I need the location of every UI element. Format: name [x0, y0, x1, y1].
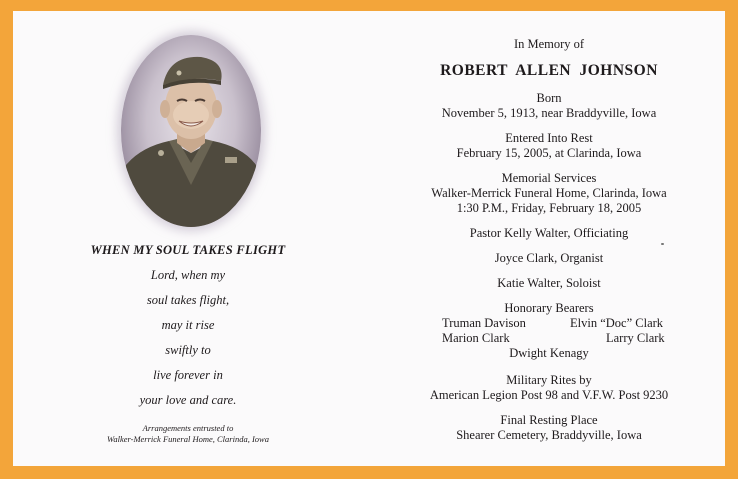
- resting-label: Final Resting Place: [500, 413, 598, 427]
- poem-title: WHEN MY SOUL TAKES FLIGHT: [90, 243, 286, 257]
- soldier-portrait-image: [121, 35, 261, 227]
- born-label: Born: [536, 91, 562, 105]
- arrangements-line: Arrangements entrusted to: [142, 423, 234, 433]
- soloist: Katie Walter, Soloist: [497, 276, 601, 290]
- rest-label: Entered Into Rest: [505, 131, 593, 145]
- bearers-label: Honorary Bearers: [504, 301, 594, 315]
- deceased-name: ROBERT ALLEN JOHNSON: [440, 62, 658, 79]
- left-panel: [13, 11, 373, 466]
- resting-detail: Shearer Cemetery, Braddyville, Iowa: [456, 428, 642, 442]
- services-time: 1:30 P.M., Friday, February 18, 2005: [456, 201, 642, 215]
- rest-detail: February 15, 2005, at Clarinda, Iowa: [456, 146, 642, 160]
- print-speck: [661, 243, 664, 245]
- poem-line: may it rise: [161, 318, 215, 332]
- portrait-photo: [121, 35, 261, 227]
- bearer-name: Truman Davison: [442, 316, 526, 330]
- arrangements-funeral-home: Walker-Merrick Funeral Home, Clarinda, Iowa: [107, 434, 269, 444]
- organist: Joyce Clark, Organist: [494, 251, 604, 265]
- memorial-card: [13, 11, 725, 466]
- memory-heading: In Memory of: [513, 37, 585, 51]
- services-label: Memorial Services: [501, 171, 597, 185]
- officiant: Pastor Kelly Walter, Officiating: [469, 226, 629, 240]
- bearer-name: Marion Clark: [442, 331, 510, 345]
- poem-line: soul takes flight,: [146, 293, 230, 307]
- bearer-name: Larry Clark: [606, 331, 665, 345]
- poem-line: Lord, when my: [150, 268, 226, 282]
- military-detail: American Legion Post 98 and V.F.W. Post 9230: [429, 388, 669, 402]
- bearer-name: Elvin “Doc” Clark: [570, 316, 664, 330]
- poem-line: swiftly to: [165, 343, 211, 357]
- poem-line: live forever in: [153, 368, 223, 382]
- right-panel: [373, 11, 725, 466]
- military-label: Military Rites by: [506, 373, 592, 387]
- bearer-name: Dwight Kenagy: [509, 346, 589, 360]
- services-place: Walker-Merrick Funeral Home, Clarinda, Iowa: [431, 186, 667, 200]
- poem-line: your love and care.: [139, 393, 237, 407]
- born-detail: November 5, 1913, near Braddyville, Iowa: [441, 106, 657, 120]
